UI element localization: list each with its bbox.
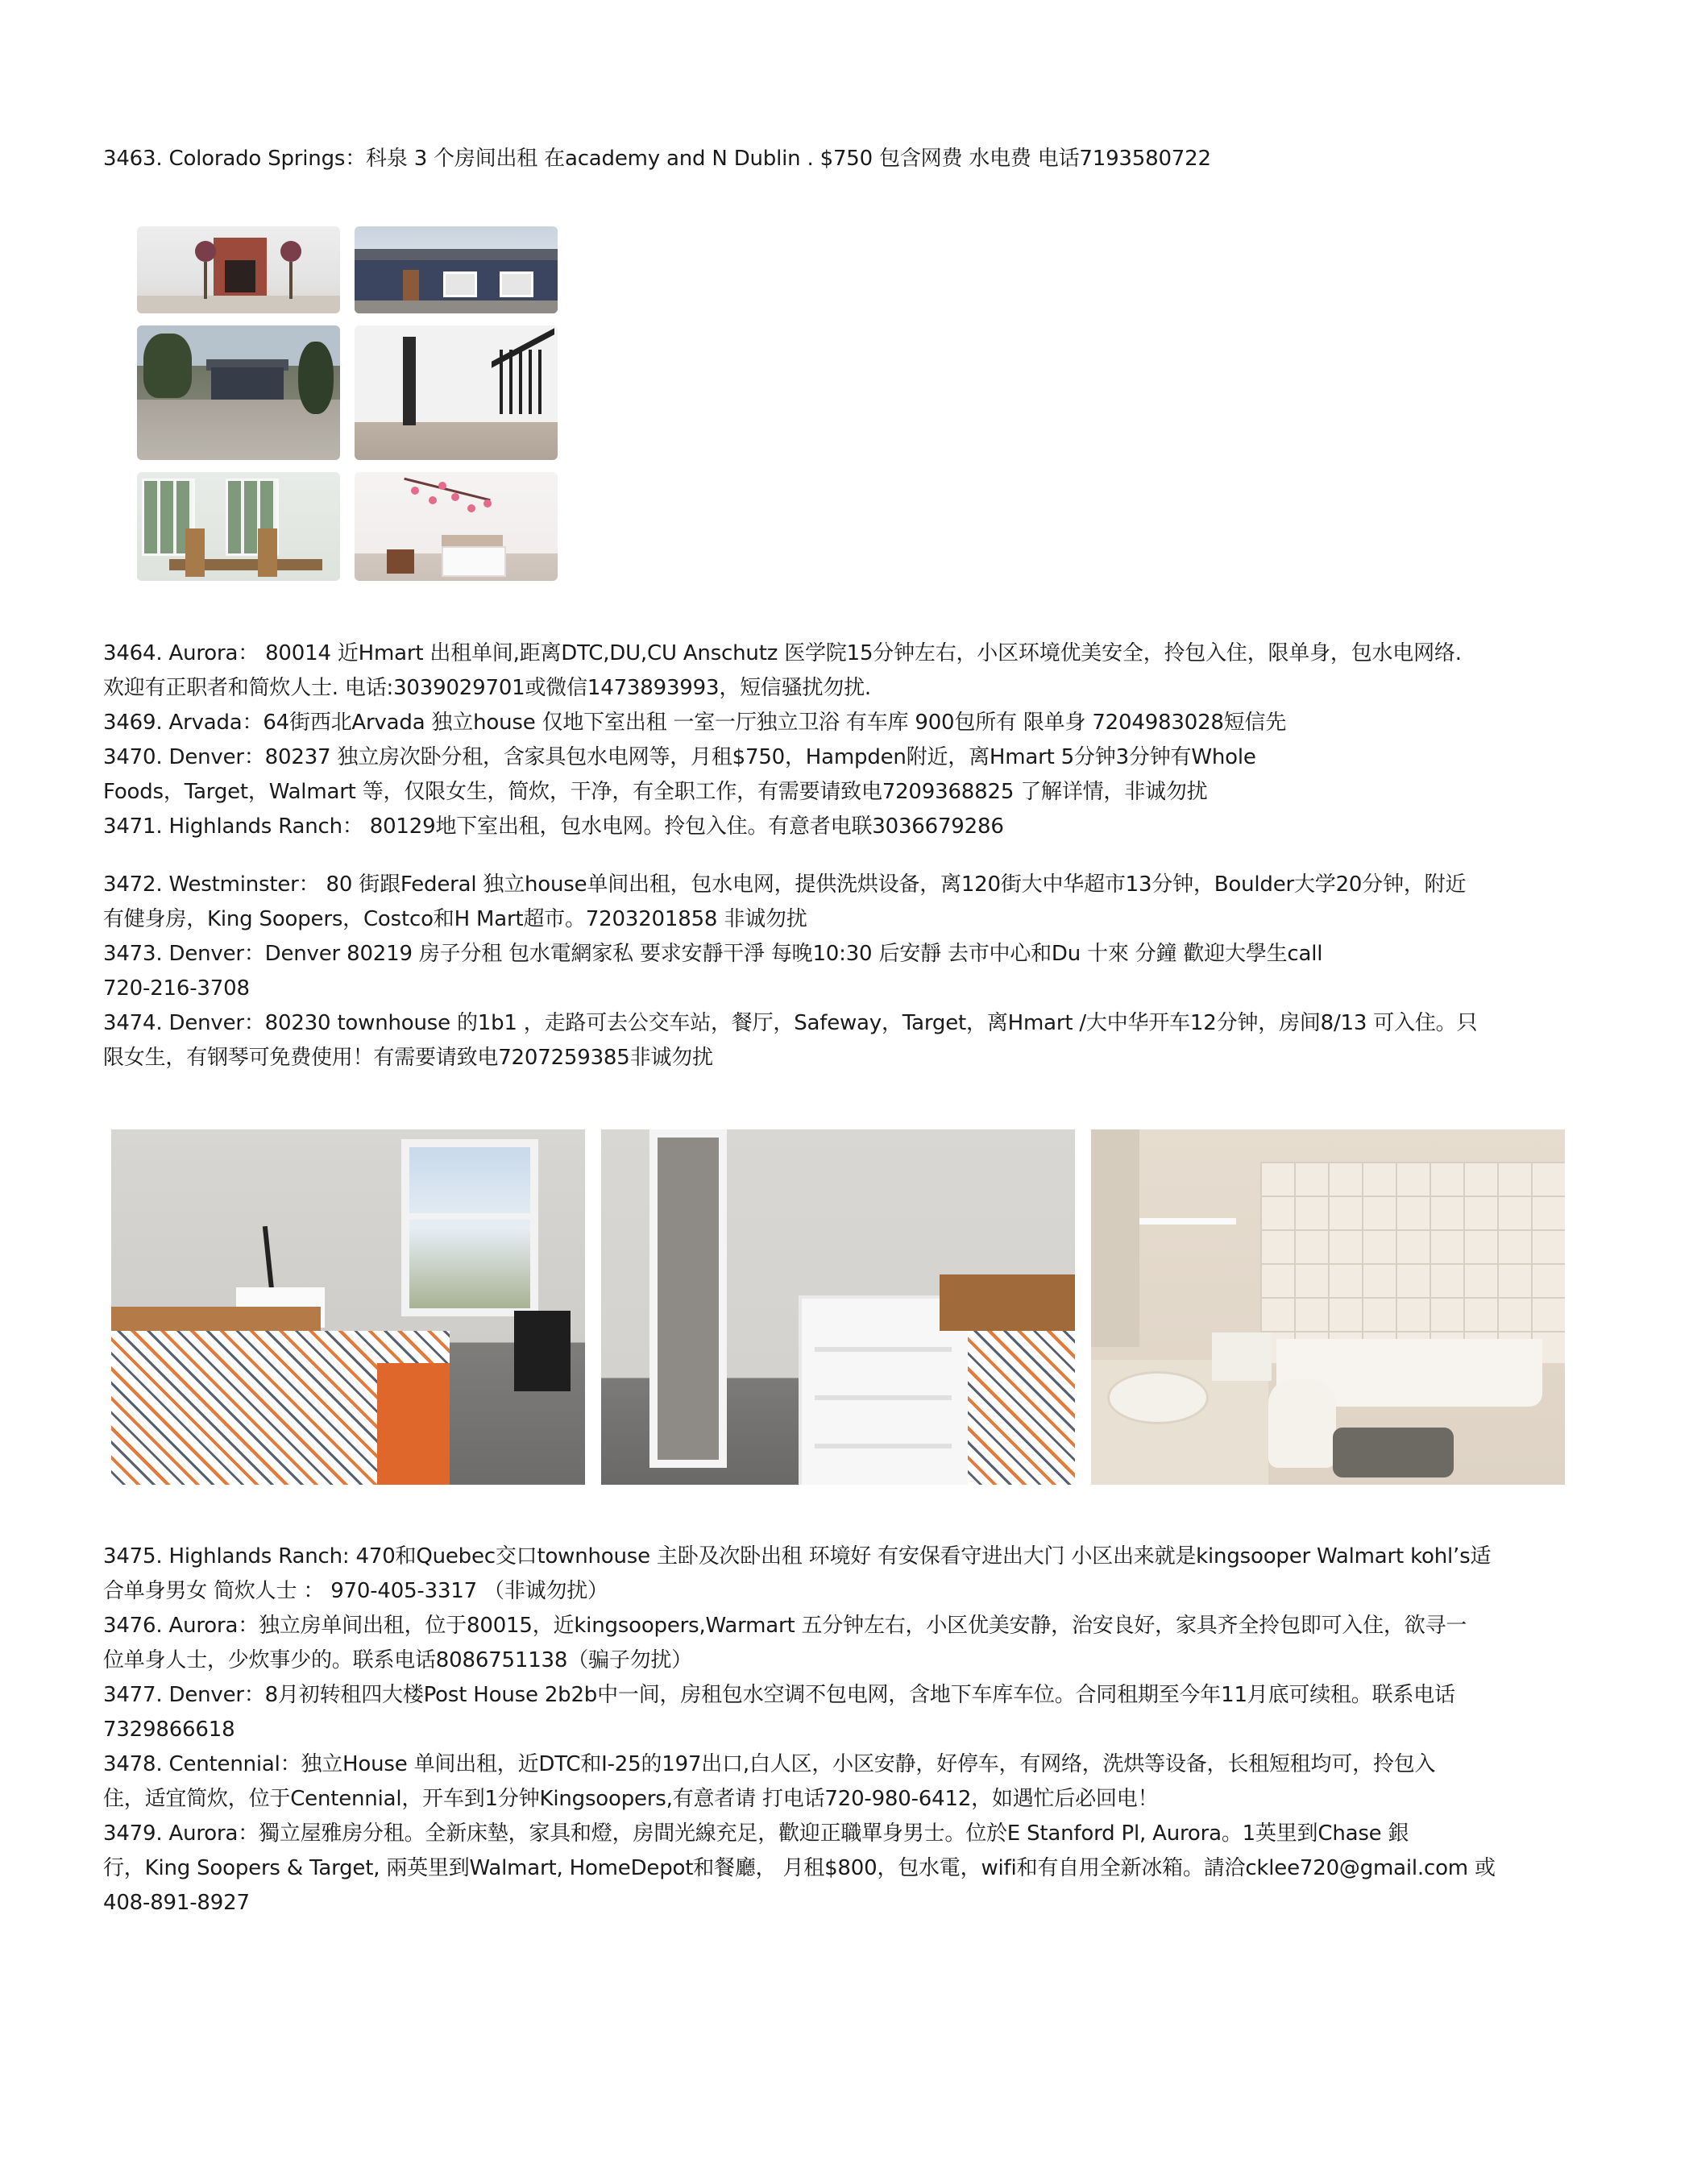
listing-3478-line-1: 3478. Centennial：独立House 单间出租，近DTC和I-25的197出口,白人区，小区安静，好停车，有网络，洗烘等设备，长租短租均可，拎包入 <box>103 1752 1436 1776</box>
listing-3473-line-2: 720-216-3708 <box>103 976 250 1001</box>
listing-3470-line-2: Foods，Target，Walmart 等，仅限女生，简炊，干净，有全职工作，有需要请致电7209368825 了解详情，非诚勿扰 <box>103 780 1208 804</box>
listing-3472-line-1: 3472. Westminster： 80 街跟Federal 独立house单间出租，包水电网，提供洗烘设备，离120街大中华超市13分钟，Boulder大学20分钟，附近 <box>103 872 1467 897</box>
listing-3479-line-1: 3479. Aurora：獨立屋雅房分租。全新床墊，家具和燈，房間光線充足，歡迎正職單身男士。位於E Stanford Pl, Aurora。1英里到Chase 銀 <box>103 1821 1409 1846</box>
listing-photo-bathroom[interactable] <box>1091 1129 1565 1485</box>
listing-3477-line-1: 3477. Denver：8月初转租四大楼Post House 2b2b中一间，房租包水空调不包电网，含地下车库车位。合同租期至今年11月底可续租。联系电话 <box>103 1683 1455 1707</box>
listing-photo-bedroom[interactable] <box>355 472 558 581</box>
listing-photo-dining[interactable] <box>137 472 340 581</box>
listing-photo-house-front[interactable] <box>355 226 558 313</box>
listing-3463: 3463. Colorado Springs：科泉 3 个房间出租 在academy and N Dublin . $750 包含网费 水电费 电话7193580722 <box>103 147 1211 171</box>
listing-3474-line-1: 3474. Denver：80230 townhouse 的1b1 ，走路可去公交车站，餐厅，Safeway，Target，离Hmart /大中华开车12分钟，房间8/13 可入住。只 <box>103 1011 1478 1035</box>
listing-3464-line-2: 欢迎有正职者和简炊人士. 电话:3039029701或微信1473893993，短信骚扰勿扰. <box>103 676 871 700</box>
listing-photo-stairs[interactable] <box>355 325 558 460</box>
listing-3464-line-1: 3464. Aurora： 80014 近Hmart 出租单间,距离DTC,DU,CU Anschutz 医学院15分钟左右，小区环境优美安全，拎包入住，限单身，包水电网络. <box>103 641 1462 665</box>
listing-3476-line-2: 位单身人士，少炊事少的。联系电话8086751138（骗子勿扰） <box>103 1648 693 1672</box>
listing-photo-yard[interactable] <box>137 325 340 460</box>
listing-3474-line-2: 限女生，有钢琴可免费使用！有需要请致电7207259385非诚勿扰 <box>103 1046 713 1070</box>
listing-3470-line-1: 3470. Denver：80237 独立房次卧分租，含家具包水电网等，月租$750，Hampden附近，离Hmart 5分钟3分钟有Whole <box>103 745 1256 769</box>
listing-3479-line-2: 行，King Soopers & Target, 兩英里到Walmart, HomeDepot和餐廳， 月租$800，包水電，wifi和有自用全新冰箱。請洽cklee720@gmail.com 或 <box>103 1856 1496 1880</box>
listing-3476-line-1: 3476. Aurora：独立房单间出租，位于80015，近kingsoopers,Warmart 五分钟左右，小区优美安静，治安良好，家具齐全拎包即可入住，欲寻一 <box>103 1614 1467 1638</box>
listing-photo-bedroom-bed[interactable] <box>111 1129 585 1485</box>
listing-3473-line-1: 3473. Denver：Denver 80219 房子分租 包水電網家私 要求安靜干淨 每晚10:30 后安靜 去市中心和Du 十來 分鐘 歡迎大學生call <box>103 942 1323 966</box>
listing-3478-line-2: 住，适宜简炊，位于Centennial，开车到1分钟Kingsoopers,有意者请 打电话720-980-6412，如遇忙后必回电！ <box>103 1787 1159 1811</box>
listing-photo-living-room[interactable] <box>137 226 340 313</box>
listing-3469: 3469. Arvada：64街西北Arvada 独立house 仅地下室出租 一室一厅独立卫浴 有车库 900包所有 限单身 7204983028短信先 <box>103 711 1287 735</box>
listing-3475-line-1: 3475. Highlands Ranch: 470和Quebec交口townhouse 主卧及次卧出租 环境好 有安保看守进出大门 小区出来就是kingsooper Walmart kohl’s适 <box>103 1544 1492 1569</box>
listing-3479-line-3: 408-891-8927 <box>103 1891 250 1915</box>
listing-3477-line-2: 7329866618 <box>103 1718 235 1742</box>
listing-3472-line-2: 有健身房，King Soopers，Costco和H Mart超市。7203201858 非诚勿扰 <box>103 907 807 931</box>
listing-photo-bedroom-shelf[interactable] <box>601 1129 1075 1485</box>
listing-3471: 3471. Highlands Ranch： 80129地下室出租，包水电网。拎包入住。有意者电联3036679286 <box>103 814 1004 839</box>
listing-3475-line-2: 合单身男女 简炊人士 ： 970-405-3317 （非诚勿扰） <box>103 1579 608 1603</box>
